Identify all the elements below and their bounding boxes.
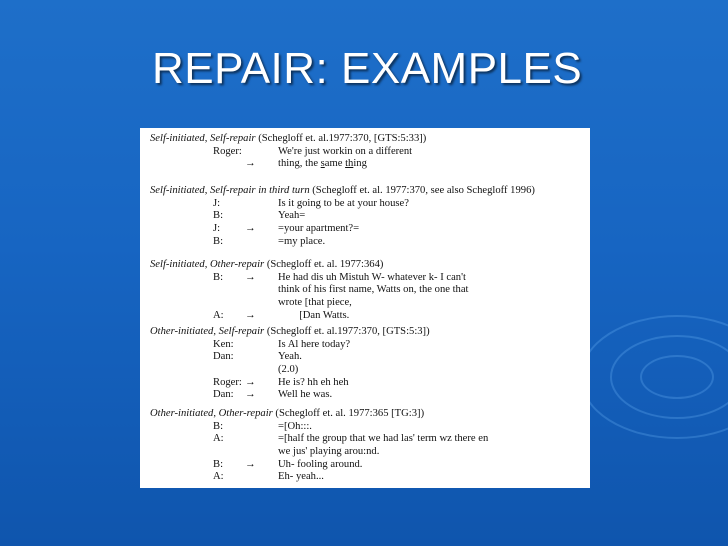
arrow-icon: → <box>245 389 256 401</box>
utterance: wrote [that piece, <box>278 297 352 309</box>
repair-type: Self-repair <box>210 133 256 144</box>
repair-type-extra: in third turn <box>258 185 310 196</box>
transcript-line <box>150 351 584 364</box>
transcript-line <box>150 146 584 159</box>
repair-type: Self-repair <box>218 326 265 337</box>
speaker-label: Dan: <box>213 351 234 363</box>
repair-initiation-type: Other-initiated <box>150 408 214 419</box>
transcript-line <box>150 310 584 323</box>
utterance: =[Oh:::. <box>278 420 312 432</box>
speaker-label: A: <box>213 471 224 483</box>
speaker-label: B: <box>213 420 224 432</box>
utterance: We're just workin on a different <box>278 145 413 157</box>
speaker-label: A: <box>213 309 224 321</box>
section-heading: Other-initiated, Self-repair (Schegloff et. al.1977:370, [GTS:5:3]) <box>150 326 430 337</box>
utterance: Is Al here today? <box>278 338 351 350</box>
repair-initiation-type: Self-initiated <box>150 133 205 144</box>
speaker-label: B: <box>213 271 224 283</box>
transcript-line <box>150 284 584 297</box>
citation: (Schegloff et. al. 1977:364) <box>266 259 384 270</box>
utterance: Well he was. <box>278 389 333 401</box>
arrow-icon: → <box>245 158 256 170</box>
utterance: we jus' playing arou:nd. <box>278 446 380 458</box>
transcript-line <box>150 210 584 223</box>
repair-type: Other-repair <box>210 259 265 270</box>
citation: (Schegloff et. al.1977:370, [GTS:5:33]) <box>258 133 427 144</box>
transcript-line <box>150 339 584 352</box>
speaker-label: Roger: <box>213 376 242 388</box>
transcript-line <box>150 364 584 377</box>
citation: (Schegloff et. al.1977:370, [GTS:5:3]) <box>266 326 430 337</box>
utterance: thing, the same thing <box>278 158 367 170</box>
utterance: He is? hh eh heh <box>278 376 349 388</box>
repair-initiation-type: Other-initiated <box>150 326 214 337</box>
arrow-icon: → <box>245 376 256 388</box>
utterance: (2.0) <box>278 364 299 376</box>
slide-title: REPAIR: EXAMPLES <box>152 44 583 93</box>
section-heading: Other-initiated, Other-repair (Schegloff et. al. 1977:365 [TG:3]) <box>150 408 425 419</box>
utterance: Yeah. <box>278 351 302 363</box>
example-self-third-turn <box>150 185 584 248</box>
repair-initiation-type: Self-initiated <box>150 185 205 196</box>
ripple-decoration <box>580 315 728 439</box>
section-heading: Self-initiated, Self-repair in third turn (Schegloff et. al. 1977:370, see also Schegloff 1996) <box>150 185 535 196</box>
section-heading: Self-initiated, Self-repair (Schegloff et. al.1977:370, [GTS:5:33]) <box>150 133 427 144</box>
section-heading: Self-initiated, Other-repair (Schegloff et. al. 1977:364) <box>150 259 384 270</box>
transcript-line <box>150 158 584 171</box>
speaker-label: B: <box>213 210 224 222</box>
speaker-label: Ken: <box>213 338 234 350</box>
utterance: He had dis uh Mistuh W- whatever k- I can't <box>278 271 466 283</box>
speaker-label: J: <box>213 223 221 235</box>
speaker-label: Dan: <box>213 389 234 401</box>
example-self-self <box>150 133 584 171</box>
utterance: Uh- fooling around. <box>278 458 363 470</box>
utterance: [Dan Watts. <box>278 309 350 321</box>
transcript-panel <box>140 128 590 488</box>
utterance: =my place. <box>278 235 326 247</box>
citation: (Schegloff et. al. 1977:365 [TG:3]) <box>275 408 425 419</box>
transcript-line <box>150 223 584 236</box>
transcript-line <box>150 377 584 390</box>
arrow-icon: → <box>245 271 256 283</box>
arrow-icon: → <box>245 309 256 321</box>
transcript-line <box>150 297 584 310</box>
example-self-other <box>150 259 584 322</box>
transcript-line <box>150 272 584 285</box>
arrow-icon: → <box>245 223 256 235</box>
speaker-label: A: <box>213 433 224 445</box>
utterance: Yeah= <box>278 210 306 222</box>
speaker-label: B: <box>213 458 224 470</box>
example-other-other <box>150 408 584 484</box>
example-other-self <box>150 326 584 402</box>
transcript-line <box>150 421 584 434</box>
repair-type: Self-repair <box>210 185 256 196</box>
transcript-line <box>150 198 584 211</box>
repair-initiation-type: Self-initiated <box>150 259 205 270</box>
speaker-label: B: <box>213 235 224 247</box>
transcript-line <box>150 389 584 402</box>
speaker-label: J: <box>213 197 221 209</box>
transcript-line <box>150 433 584 446</box>
utterance: =[half the group that we had las' term wz there en <box>278 433 489 445</box>
utterance: think of his first name, Watts on, the one that <box>278 284 469 296</box>
transcript-line <box>150 459 584 472</box>
utterance: Eh- yeah... <box>278 471 324 483</box>
transcript-line <box>150 236 584 249</box>
arrow-icon: → <box>245 458 256 470</box>
repair-type: Other-repair <box>218 408 273 419</box>
utterance: =your apartment?= <box>278 223 360 235</box>
transcript-line <box>150 471 584 484</box>
speaker-label: Roger: <box>213 145 242 157</box>
utterance: Is it going to be at your house? <box>278 197 409 209</box>
citation: (Schegloff et. al. 1977:370, see also Schegloff 1996) <box>312 185 535 196</box>
transcript-line <box>150 446 584 459</box>
